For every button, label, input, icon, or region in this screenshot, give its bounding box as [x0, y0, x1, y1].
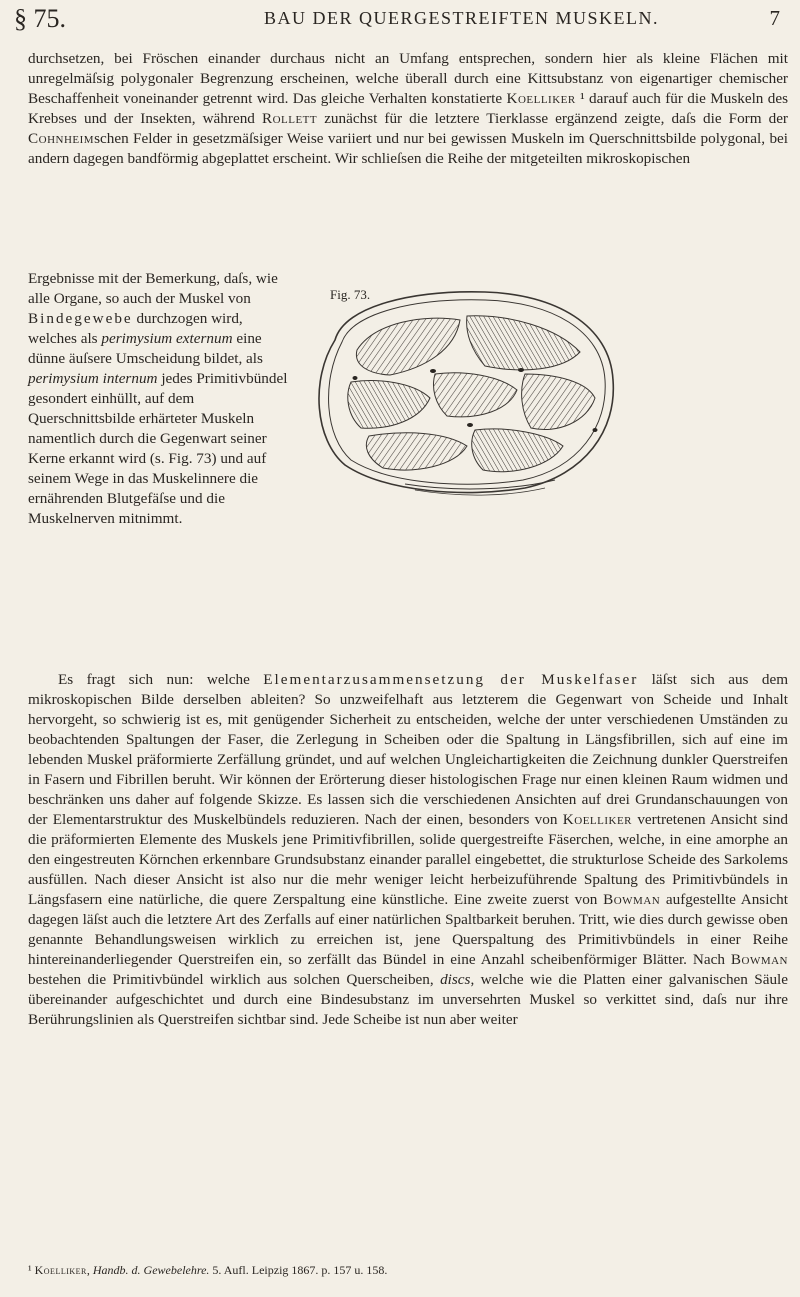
text-run: eine dünne äuſsere Umscheidung bildet, als — [28, 330, 263, 367]
text-run: läſst sich aus dem mikroskopischen Bilde derselben ableiten? So unzweifelhaft aus letzterem die Gegenwart von Scheide und Inhalt hervorgeht, so schwierig ist es, mit genügender Sicherheit zu entscheiden, welche der unter verschiedenen Umständen zu beobachtenden Spaltungen der Faser, die Zerlegung in Scheiben oder die Spaltung in Längsfibrillen, sich auf eine im lebenden Muskel präformierte Zerfällung gründet, und auf welchen Ungleichartigkeiten die Zeichnung dunkler Querstreifen in Fasern und Fibrillen beruht. Wir können der Erörterung dieser histologischen Frage nur einen kleinen Raum widmen und beschränken uns daher auf folgende Skizze. Es lassen sich die verschiedenen Ansichten auf drei Grundanschauungen von der Elementarstruktur des Muskelbündels reduzieren. Nach der einen, besonders von — [28, 671, 789, 828]
book-title: Handb. d. Gewebelehre. — [92, 1263, 210, 1277]
author-name: Koelliker — [562, 811, 633, 828]
muscle-cross-section-illustration — [295, 270, 635, 500]
page-header — [14, 4, 784, 34]
text-run: jedes Primitivbündel gesondert einhüllt, auf dem Querschnittsbilde erhärteter Muskeln namentlich durch die Gegenwart seiner Kerne erkannt wird (s. Fig. 73) und auf seinem Wege in das Muskelinnere die ernährenden Blutgefäſse und die Muskelnerven mitnimmt. — [28, 370, 288, 527]
footnote-marker: ¹ — [28, 1263, 32, 1277]
text-run: vertretenen Ansicht sind die präformierten Elemente des Muskels jene Primitivfibrillen, solide quergestreifte Fäserchen, welche, in eine amorphe an den eingestreuten Körnchen erkennbare Grundsubstanz einander parallel eingebettet, die strukturlose Scheide des Sarkolems ausfüllen. Nach dieser Ansicht ist also nur die mehr weniger leicht herbeizuführende Spaltung des Primitivbündels in Längsfasern eine natürliche, die quere Zerspaltung eine künstliche. Eine zweite zuerst von — [28, 811, 788, 908]
author-name: Koelliker — [506, 90, 576, 107]
page-number: 7 — [769, 6, 780, 30]
paragraph-beside-figure — [28, 269, 293, 529]
text-run: schen Felder in gesetzmäſsiger Weise variiert und nur bei gewissen Muskeln im Querschnittsbilde polygonal, bei andern dagegen bandförmig abgeplattet erscheint. Wir schlieſsen die Reihe der mitgeteilten mikroskopischen — [28, 130, 788, 167]
latin-term: perimysium internum — [28, 370, 158, 387]
text-run: zunächst für die letztere Tierklasse ergänzend zeigte, daſs die Form der — [317, 110, 788, 127]
paragraph-2 — [28, 670, 788, 1030]
text-run: , welche wie die Platten einer galvanischen Säule übereinander aufgeschichtet und durch eine Bindesubstanz im unversehrten Muskel so verkittet sind, daſs nur ihre Berührungslinien als Querstreifen sichtbar sind. Jede Scheibe ist nun aber weiter — [28, 971, 789, 1028]
text-run: , — [86, 1263, 93, 1277]
spaced-term: Bindegewebe — [28, 310, 133, 327]
text-run: ¹ darauf auch für die Muskeln des Krebses und der Insekten, während — [28, 90, 789, 127]
footnote — [28, 1262, 788, 1278]
section-number: § 75. — [14, 4, 66, 33]
author-name: Bowman — [603, 891, 661, 908]
text-run: Es fragt sich nun: welche — [58, 671, 264, 688]
latin-term: discs — [440, 971, 471, 988]
author-name: Koelliker — [34, 1263, 87, 1277]
text-run: bestehen die Primitivbündel wirklich aus solchen Querscheiben, — [28, 971, 441, 988]
text-run: aufgestellte Ansicht dagegen läſst auch die letztere Art des Zerfalls auf einer natürlichen Spaltbarkeit beruhen. Tritt, wie dies durch gewisse oben genannte Behandlungsweisen wirklich zu erreichen ist, jene Querspaltung des Primitivbündels in einer Reihe hintereinanderliegender Querstreifen ein, so zerfällt das Bündel in eine Anzahl scheibenförmiger Blätter. Nach — [28, 891, 788, 968]
spaced-term: Elementarzusammensetzung der Muskelfaser — [263, 671, 639, 688]
text-run: Ergebnisse mit der Bemerkung, daſs, wie alle Organe, so auch der Muskel von — [28, 270, 278, 307]
author-name: Rollett — [261, 110, 318, 127]
text-run: durchzogen wird, welches als — [28, 310, 243, 347]
figure-73-muscle-cross-section — [295, 270, 635, 500]
running-title: BAU DER QUERGESTREIFTEN MUSKELN. — [264, 8, 660, 28]
text-run: 5. Aufl. Leipzig 1867. p. 157 u. 158. — [209, 1263, 388, 1277]
author-name: Cohnheim — [28, 130, 95, 147]
figure-label: Fig. 73. — [330, 287, 371, 302]
paragraph-1 — [28, 49, 788, 169]
latin-term: perimysium externum — [101, 330, 233, 347]
author-name: Bowman — [730, 951, 788, 968]
text-run: durchsetzen, bei Fröschen einander durchaus nicht an Umfang entsprechen, sondern hier als kleine Flächen mit unregelmäſsig polygonaler Begrenzung erscheinen, welche überall durch eine Kittsubstanz von eigenartiger chemischer Beschaffenheit voneinander getrennt wird. Das gleiche Verhalten konstatierte — [28, 50, 788, 107]
